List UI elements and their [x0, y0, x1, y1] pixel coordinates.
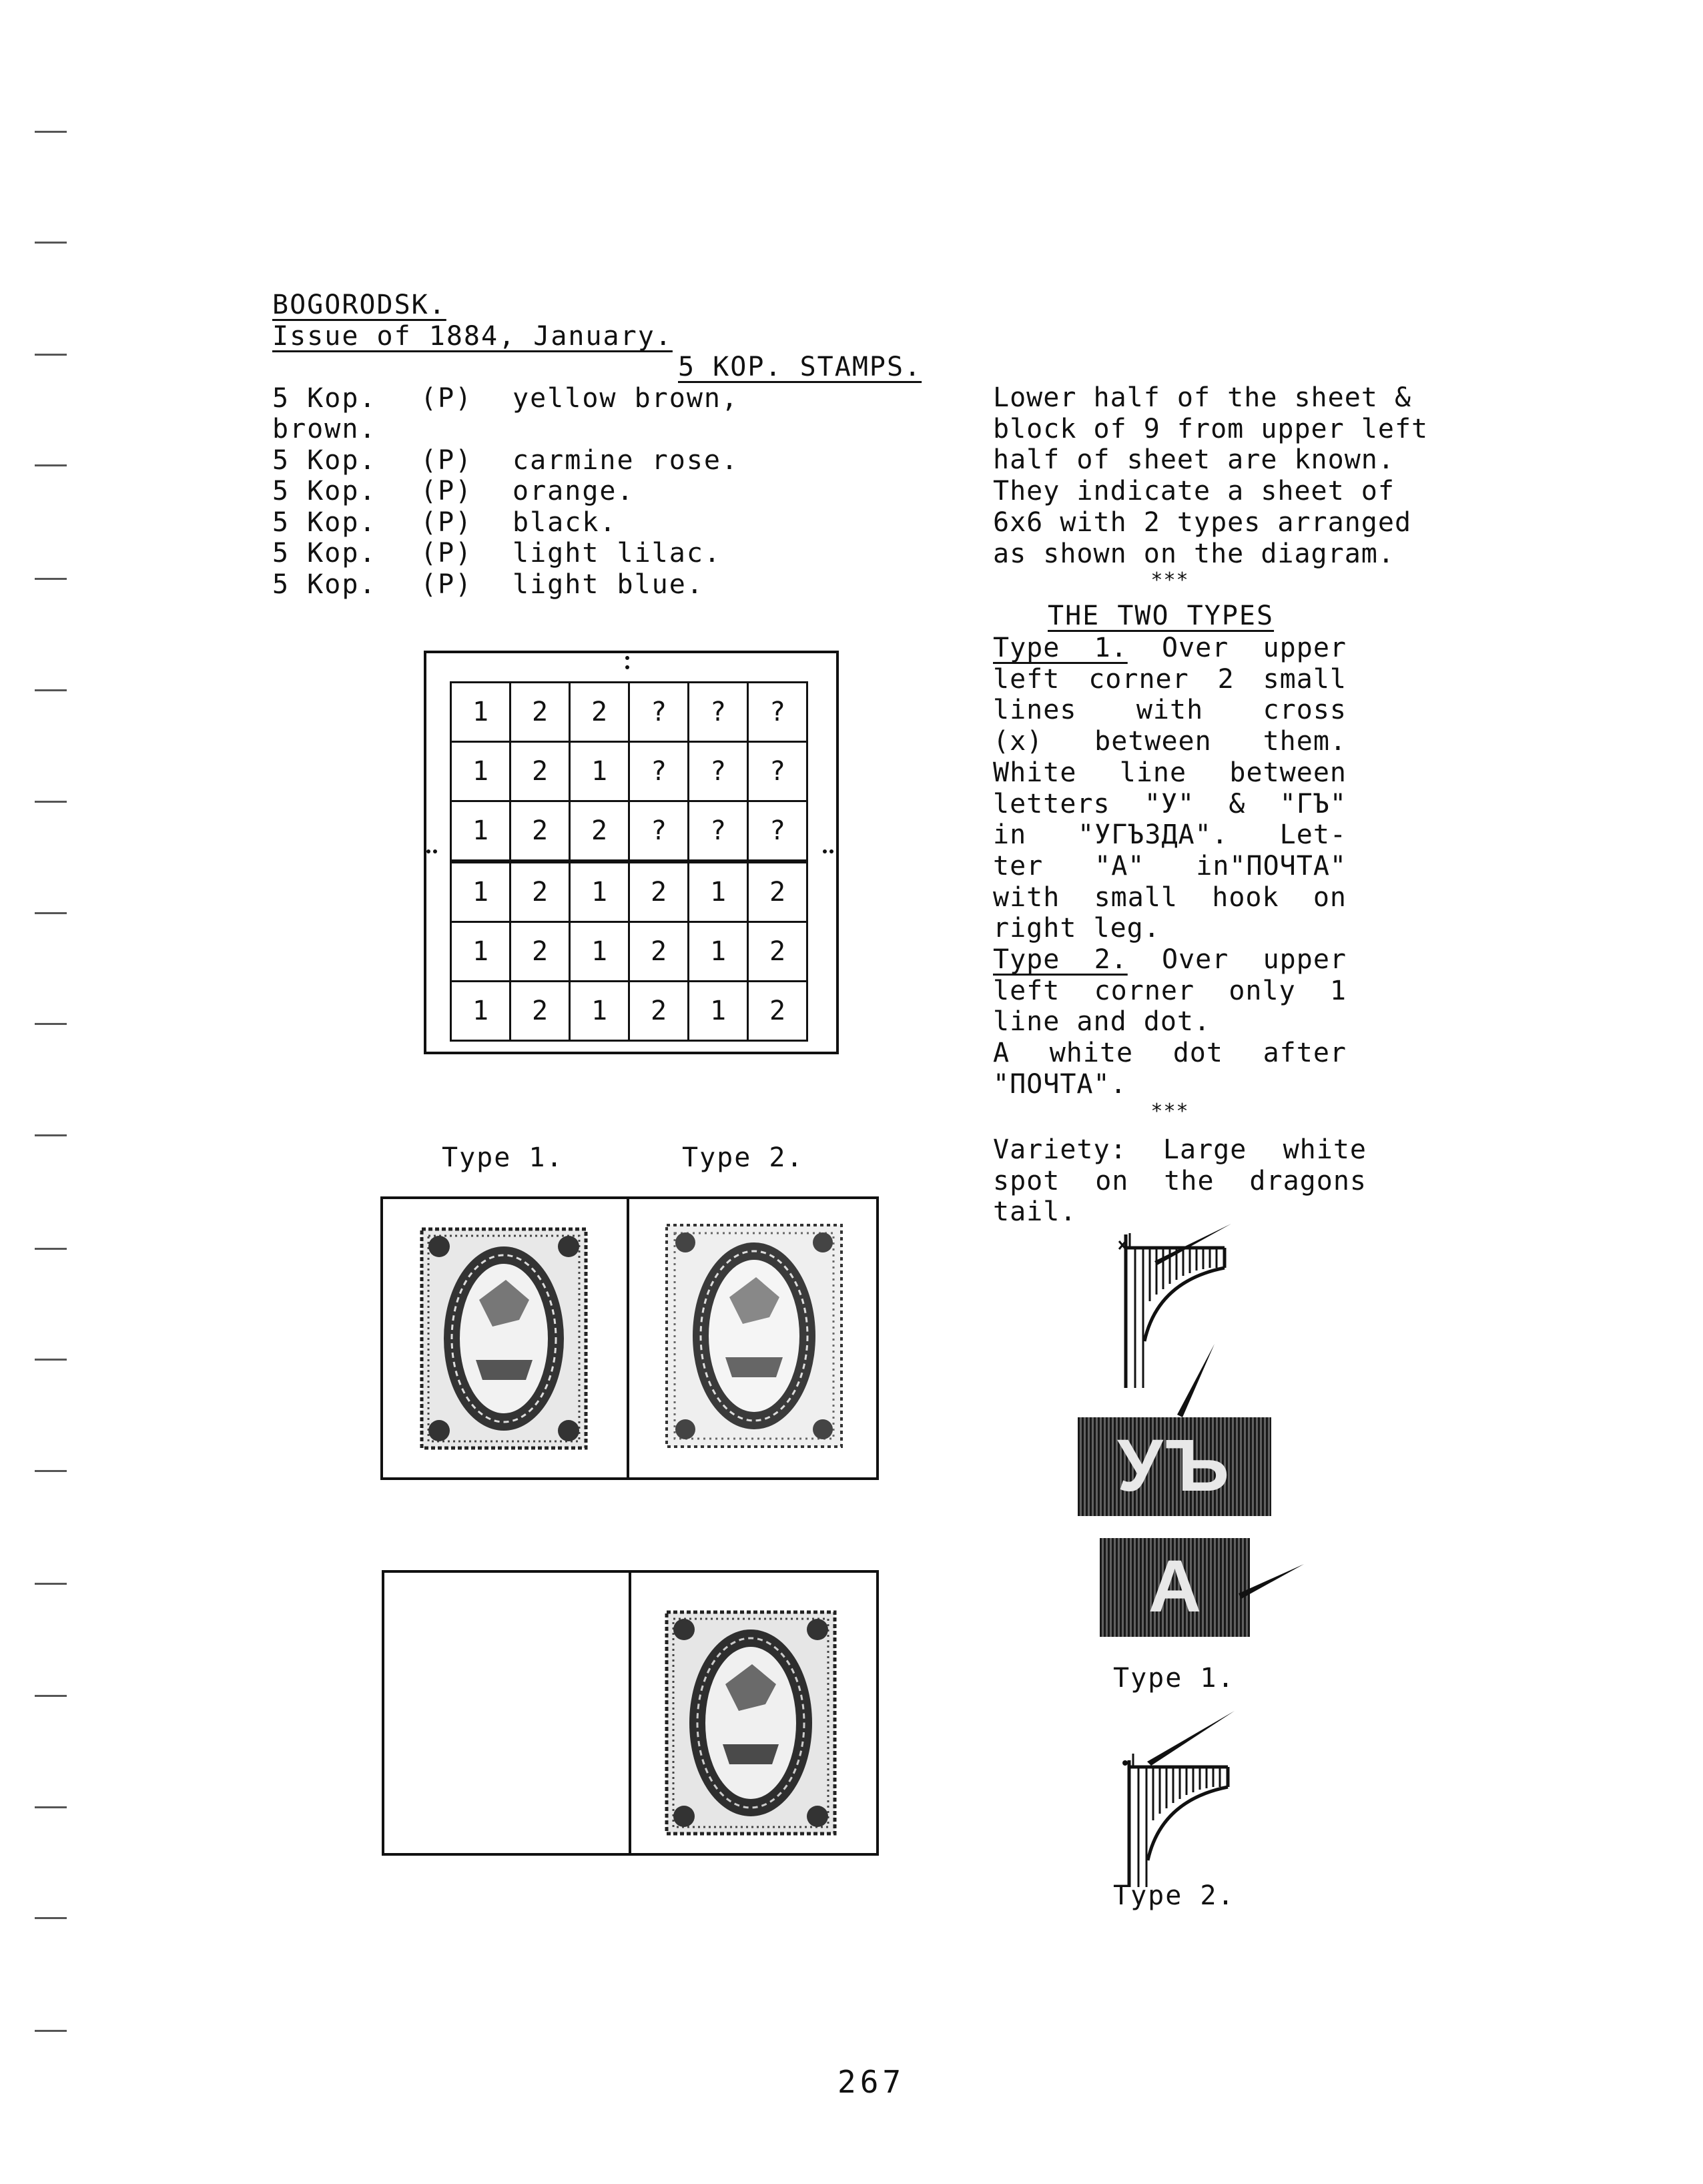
separator: ***: [1150, 569, 1189, 593]
page-number: 267: [837, 2064, 906, 2100]
grid-cell: ?: [748, 801, 807, 862]
grid-cell: 1: [689, 982, 748, 1041]
type2-corner-pointer: [1138, 1708, 1238, 1768]
section-title: 5 KOP. STAMPS.: [678, 352, 922, 382]
issue-date: Issue of 1884, January.: [272, 321, 673, 352]
grid-cell: ?: [689, 801, 748, 862]
grid-cell: ?: [629, 801, 689, 862]
grid-cell: 1: [570, 861, 629, 922]
grid-cell: 1: [570, 742, 629, 801]
grid-cell: 1: [570, 982, 629, 1041]
grid-cell: 2: [629, 861, 689, 922]
grid-row: [451, 861, 807, 922]
grid-cell: 1: [451, 742, 510, 801]
grid-cell: 1: [451, 861, 510, 922]
letter-a-detail: A: [1100, 1538, 1250, 1637]
grid-cell: 2: [570, 801, 629, 862]
detail-caption-type1: Type 1.: [1113, 1663, 1235, 1694]
grid-cell: 2: [510, 982, 570, 1041]
stamp-list-item: 5 Kop. (P) carmine rose.: [272, 445, 739, 476]
grid-row: [451, 922, 807, 982]
grid-cell: 2: [510, 922, 570, 982]
stamp-image-type1: [419, 1226, 589, 1451]
grid-cell: 2: [570, 683, 629, 742]
grid-cell: 1: [451, 922, 510, 982]
grid-cell: 2: [510, 801, 570, 862]
grid-cell: 2: [510, 861, 570, 922]
letters-uy-detail: УЪ: [1078, 1417, 1271, 1516]
grid-cell: 1: [451, 801, 510, 862]
diagram-dot-marks: [400, 647, 868, 867]
stamp-image-type2-lower: [664, 1609, 837, 1836]
grid-cell: 1: [451, 982, 510, 1041]
grid-cell: 2: [510, 742, 570, 801]
type2-label: Type 2.: [993, 944, 1128, 976]
stamp-list-item: 5 Kop. (P) orange.: [272, 476, 635, 506]
grid-cell: ?: [689, 742, 748, 801]
grid-cell: 1: [451, 683, 510, 742]
grid-cell: ?: [689, 683, 748, 742]
grid-cell: ?: [748, 742, 807, 801]
type1-description: Type 1. Over upper left corner 2 small lines with cross (x) between them. White line between letters "У" & "ГЪ" in "УГЪЗДА". Let- ter "A" in"ПОЧТА" with small hook on right leg. Type 2. Over upper left corner only 1 line and dot. A white dot after "ПОЧТА". ***: [993, 633, 1347, 1123]
grid-cell: ?: [629, 742, 689, 801]
grid-row: [451, 982, 807, 1041]
grid-cell: 1: [570, 922, 629, 982]
grid-cell: 2: [629, 922, 689, 982]
grid-cell: 2: [629, 982, 689, 1041]
grid-cell: ?: [748, 683, 807, 742]
variety-note: Variety: Large white spot on the dragons tail.: [993, 1134, 1367, 1228]
letter-a-pointer: [1235, 1561, 1308, 1601]
stamp-list-item: 5 Kop. (P) light lilac.: [272, 538, 721, 569]
stamp-list-item: 5 Kop. (P) light blue.: [272, 569, 704, 600]
grid-cell: 2: [748, 922, 807, 982]
two-types-heading: THE TWO TYPES: [1048, 601, 1275, 631]
grid-cell: 2: [748, 861, 807, 922]
grid-cell: 2: [748, 982, 807, 1041]
grid-cell: ?: [629, 683, 689, 742]
stamp-list-item: 5 Kop. (P) yellow brown,: [272, 383, 739, 414]
photo-caption-type1: Type 1.: [442, 1142, 564, 1173]
grid-cell: 2: [510, 683, 570, 742]
type1-corner-pointer: [1148, 1221, 1235, 1268]
grid-cell: 1: [689, 922, 748, 982]
stamp-list-item-continued: brown.: [272, 414, 377, 444]
stamp-list-item: 5 Kop. (P) black.: [272, 507, 617, 538]
letters-pointer: [1168, 1341, 1221, 1421]
grid-cell: 1: [689, 861, 748, 922]
intro-paragraph: Lower half of the sheet & block of 9 from upper left half of sheet are known. They indicate a sheet of 6x6 with 2 types arranged as shown on the diagram. ***: [993, 382, 1429, 593]
type1-label: Type 1.: [993, 633, 1128, 663]
separator: ***: [1150, 1099, 1189, 1123]
page-title: BOGORODSK.: [272, 290, 446, 320]
photo-caption-type2: Type 2.: [682, 1142, 804, 1173]
stamp-image-type2: [664, 1222, 844, 1449]
detail-caption-type2: Type 2.: [1113, 1880, 1235, 1911]
